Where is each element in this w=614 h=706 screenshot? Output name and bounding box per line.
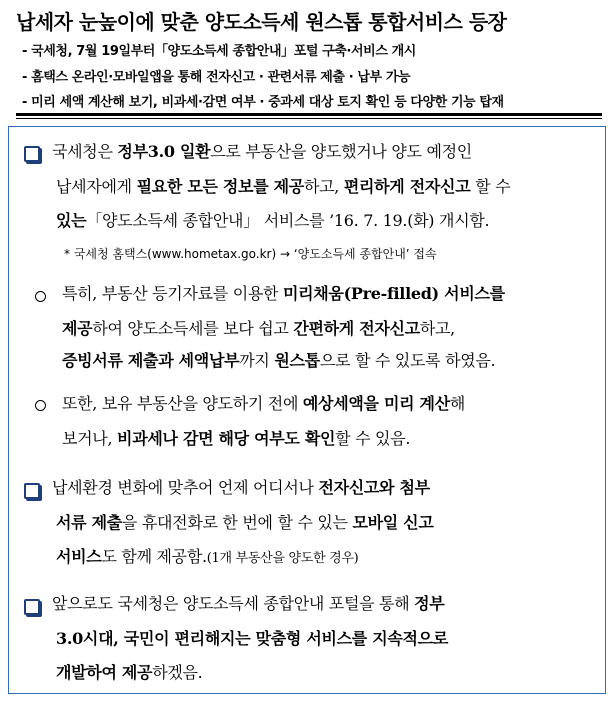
text: 으로 할 수 있도록 하였음. (319, 351, 496, 370)
circle-bullet-icon (35, 400, 46, 411)
text: 도 함께 제공함. (101, 547, 207, 566)
emphasis: 개발하여 제공 (56, 663, 153, 682)
o2-line-1 (62, 393, 465, 415)
text: 하겠음. (152, 663, 203, 682)
emphasis: 필요한 모든 정보를 제공 (136, 177, 304, 196)
p2-line-2 (56, 512, 434, 534)
emphasis: 서류 제출 (56, 513, 122, 532)
text: 해 (449, 394, 466, 413)
p3-line-2 (56, 628, 448, 650)
square-bullet-icon (24, 146, 40, 162)
emphasis: 모바일 신고 (352, 513, 434, 532)
p2-line-3 (56, 546, 358, 570)
text: 특히, 부동산 등기자료를 이용한 (62, 284, 283, 303)
emphasis: 간편하게 전자신고 (293, 319, 420, 338)
emphasis: 정부3.0 일환 (117, 142, 211, 161)
text: 또한, 보유 부동산을 양도하기 전에 (62, 394, 303, 413)
o1-line-3 (62, 350, 495, 372)
circle-bullet-icon (35, 291, 46, 302)
o1-line-1 (62, 283, 505, 305)
text: 하고, (303, 177, 344, 196)
emphasis: 편리하게 전자신고 (343, 177, 471, 196)
text: 납세환경 변화에 맞추어 언제 어디서나 (52, 478, 319, 497)
text: 할 수 (470, 177, 511, 196)
emphasis: 정부 (414, 594, 445, 613)
emphasis: 서비스 (56, 547, 102, 566)
o2-line-2 (62, 428, 410, 450)
text: 까지 (239, 351, 275, 370)
p3-line-3 (56, 662, 202, 684)
emphasis: 제공 (62, 319, 93, 338)
p3-line-1 (52, 593, 444, 615)
emphasis: 예상세액을 미리 계산 (302, 394, 450, 413)
emphasis: 원스톱 (274, 351, 320, 370)
text: 국세청은 (52, 142, 118, 161)
p1-line-2 (56, 176, 510, 198)
text: 으로 부동산을 양도했거나 양도 예정인 (210, 142, 472, 161)
square-bullet-icon (24, 599, 40, 615)
emphasis: 3.0시대, 국민이 편리해지는 맞춤형 서비스를 지속적으로 (56, 629, 448, 648)
text: 앞으로도 국세청은 양도소득세 종합안내 포털을 통해 (52, 594, 415, 613)
o1-line-2 (62, 318, 455, 340)
square-bullet-icon (24, 483, 40, 499)
subhead-1: - 국세청, 7월 19일부터「양도소득세 종합안내」포털 구축·서비스 개시 (22, 44, 416, 59)
emphasis: 증빙서류 제출과 세액납부 (62, 351, 240, 370)
hometax-note: * 국세청 홈택스(www.hometax.go.kr) → ‘양도소득세 종합안내’ 접속 (64, 247, 437, 261)
divider-thick (16, 113, 602, 116)
text: 하여 양도소득세를 보다 쉽고 (92, 319, 294, 338)
emphasis: 있는 (56, 211, 87, 230)
text: 납세자에게 (56, 177, 137, 196)
text: 보거나, (62, 429, 118, 448)
subhead-3: - 미리 세액 계산해 보기, 비과세·감면 여부 · 중과세 대상 토지 확인 등 다양한 기능 탑재 (22, 95, 504, 110)
subhead-2: - 홈택스 온라인·모바일앱을 통해 전자신고 · 관련서류 제출 · 납부 가능 (22, 70, 411, 85)
text: 을 휴대전화로 한 번에 할 수 있는 (121, 513, 353, 532)
condition-note: (1개 부동산을 양도한 경우) (206, 551, 359, 566)
headline: 납세자 눈높이에 맞춘 양도소득세 원스톱 통합서비스 등장 (16, 10, 507, 34)
emphasis: 비과세나 감면 해당 여부도 확인 (117, 429, 336, 448)
text: 하고, (419, 319, 455, 338)
p1-line-1 (52, 141, 472, 163)
divider-thin (16, 118, 602, 119)
emphasis: 미리채움(Pre-filled) 서비스를 (282, 284, 505, 303)
emphasis: 전자신고와 첨부 (318, 478, 430, 497)
p2-line-1 (52, 477, 430, 499)
text: 「양도소득세 종합안내」 서비스를 ’16. 7. 19.(화) 개시함. (86, 211, 490, 230)
p1-line-3 (56, 210, 489, 232)
text: 할 수 있음. (335, 429, 411, 448)
